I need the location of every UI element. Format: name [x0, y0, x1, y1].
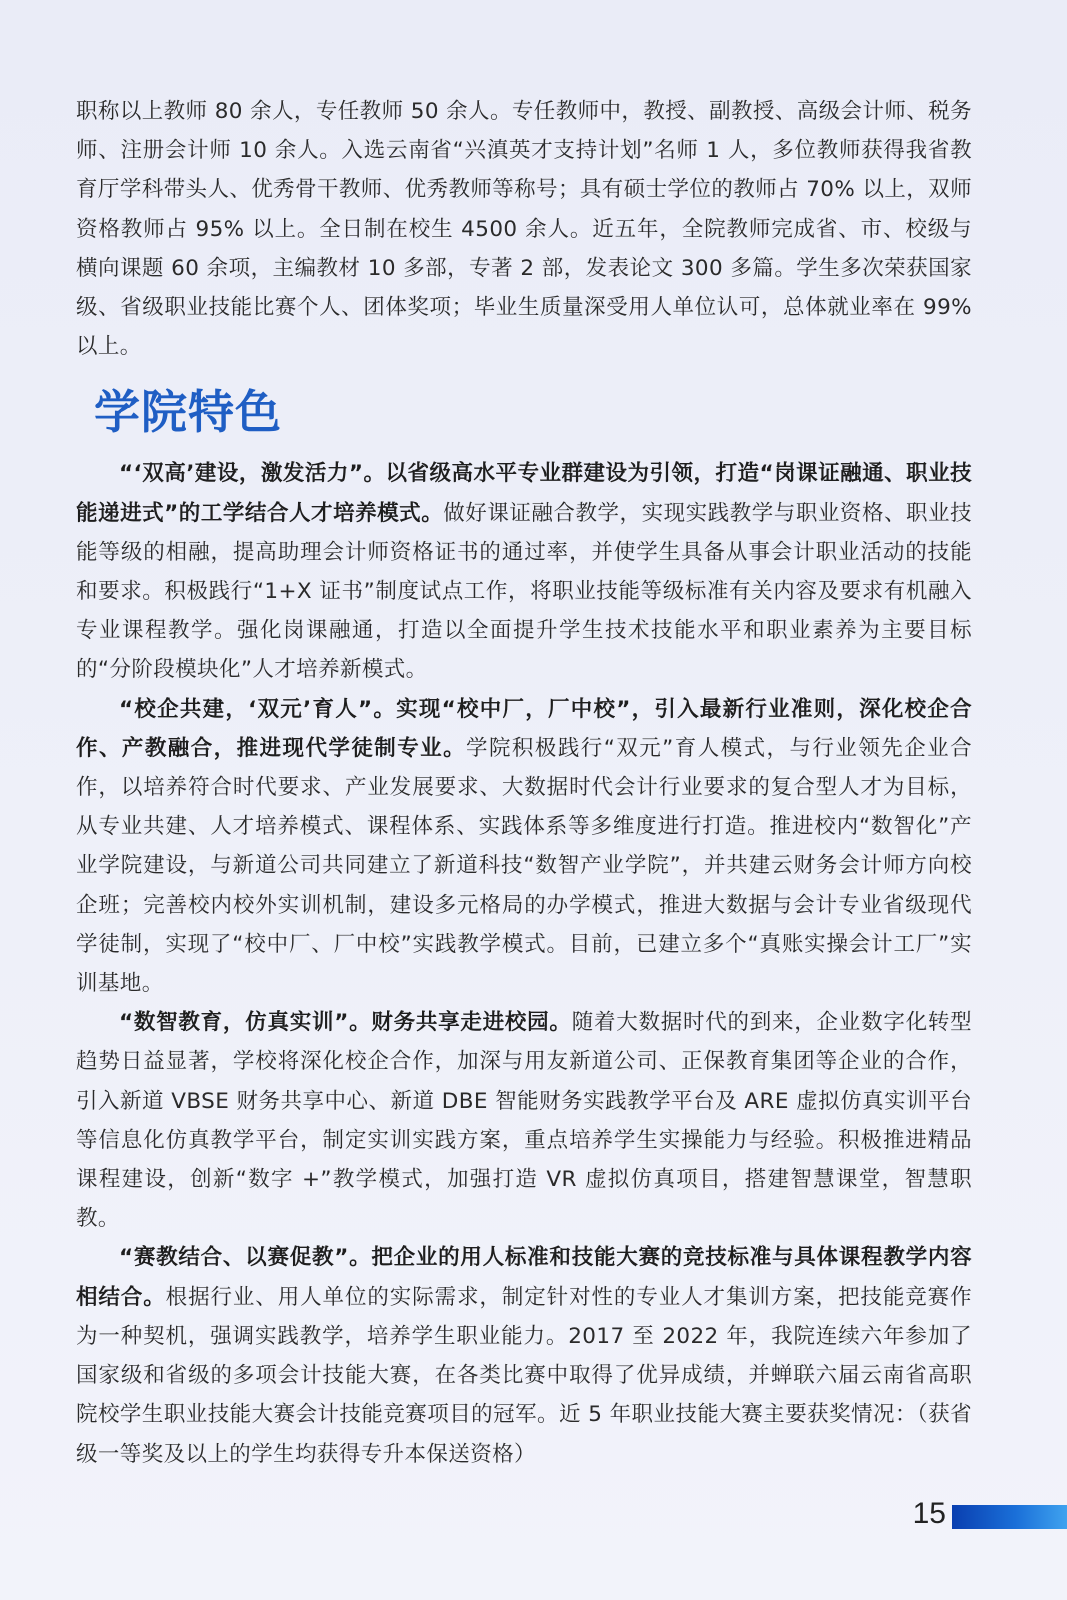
section-title: 学院特色: [94, 385, 282, 440]
feature-lead-3: “数智教育，仿真实训”。财务共享走进校园。: [119, 1010, 572, 1036]
feature-body-3: 随着大数据时代的到来，企业数字化转型趋势日益显著，学校将深化校企合作，加深与用友新道公司、正保教育集团等企业的合作，引入新道 VBSE 财务共享中心、新道 DBE 智能财务实践教学平台及 ARE 虚拟仿真实训平台等信息化仿真教学平台，制定实训实践方案，重点培养学生实操能力与经验。积极推进精品课程建设，创新“数字 +”教学模式，加强打造 VR 虚拟仿真项目，搭建智慧课堂，智慧职教。: [76, 1010, 973, 1232]
feature-lead-4: “赛教结合、以赛促教”。把企业的用人标准和技能大赛的竞技标准与具体课程教学内容相结合。: [76, 1245, 972, 1310]
feature-paragraph-1: [76, 454, 972, 689]
feature-body-4: 根据行业、用人单位的实际需求，制定针对性的专业人才集训方案，把技能竞赛作为一种契机，强调实践教学，培养学生职业能力。2017 至 2022 年，我院连续六年参加了国家级和省级的多项会计技能大赛，在各类比赛中取得了优异成绩，并蝉联六届云南省高职院校学生职业技能大赛会计技能竞赛项目的冠军。近 5 年职业技能大赛主要获奖情况：（获省级一等奖及以上的学生均获得专升本保送资格）: [76, 1284, 972, 1467]
page-body: [76, 92, 972, 1474]
feature-paragraph-3: [76, 1003, 972, 1238]
page-number-accent-bar: [952, 1505, 1067, 1529]
page-number: 15: [912, 1497, 946, 1530]
feature-paragraph-2: [76, 690, 972, 1004]
feature-body-1: 做好课证融合教学，实现实践教学与职业资格、职业技能等级的相融，提高助理会计师资格证书的通过率，并使学生具备从事会计职业活动的技能和要求。积极践行“1+X 证书”制度试点工作，将职业技能等级标准有关内容及要求有机融入专业课程教学。强化岗课融通，打造以全面提升学生技术技能水平和职业素养为主要目标的“分阶段模块化”人才培养新模式。: [76, 500, 972, 683]
feature-lead-1: “‘双高’建设，激发活力”。以省级高水平专业群建设为引领，打造“岗课证融通、职业技能递进式”的工学结合人才培养模式。: [76, 461, 972, 526]
feature-body-2: 学院积极践行“双元”育人模式，与行业领先企业合作，以培养符合时代要求、产业发展要求、大数据时代会计行业要求的复合型人才为目标，从专业共建、人才培养模式、课程体系、实践体系等多维度进行打造。推进校内“数智化”产业学院建设，与新道公司共同建立了新道科技“数智产业学院”，并共建云财务会计师方向校企班；完善校内校外实训机制，建设多元格局的办学模式，推进大数据与会计专业省级现代学徒制，实现了“校中厂、厂中校”实践教学模式。目前，已建立多个“真账实操会计工厂”实训基地。: [76, 735, 972, 997]
feature-lead-2: “校企共建，‘双元’育人”。实现“校中厂，厂中校”，引入最新行业准则，深化校企合作、产教融合，推进现代学徒制专业。: [76, 696, 972, 761]
feature-paragraph-4: [76, 1238, 972, 1473]
intro-paragraph: 职称以上教师 80 余人，专任教师 50 余人。专任教师中，教授、副教授、高级会计师、税务师、注册会计师 10 余人。入选云南省“兴滇英才支持计划”名师 1 人，多位教师获得我省教育厅学科带头人、优秀骨干教师、优秀教师等称号；具有硕士学位的教师占 70% 以上，双师资格教师占 95% 以上。全日制在校生 4500 余人。近五年，全院教师完成省、市、校级与横向课题 60 余项，主编教材 10 多部，专著 2 部，发表论文 300 多篇。学生多次荣获国家级、省级职业技能比赛个人、团体奖项；毕业生质量深受用人单位认可，总体就业率在 99% 以上。: [76, 99, 972, 360]
